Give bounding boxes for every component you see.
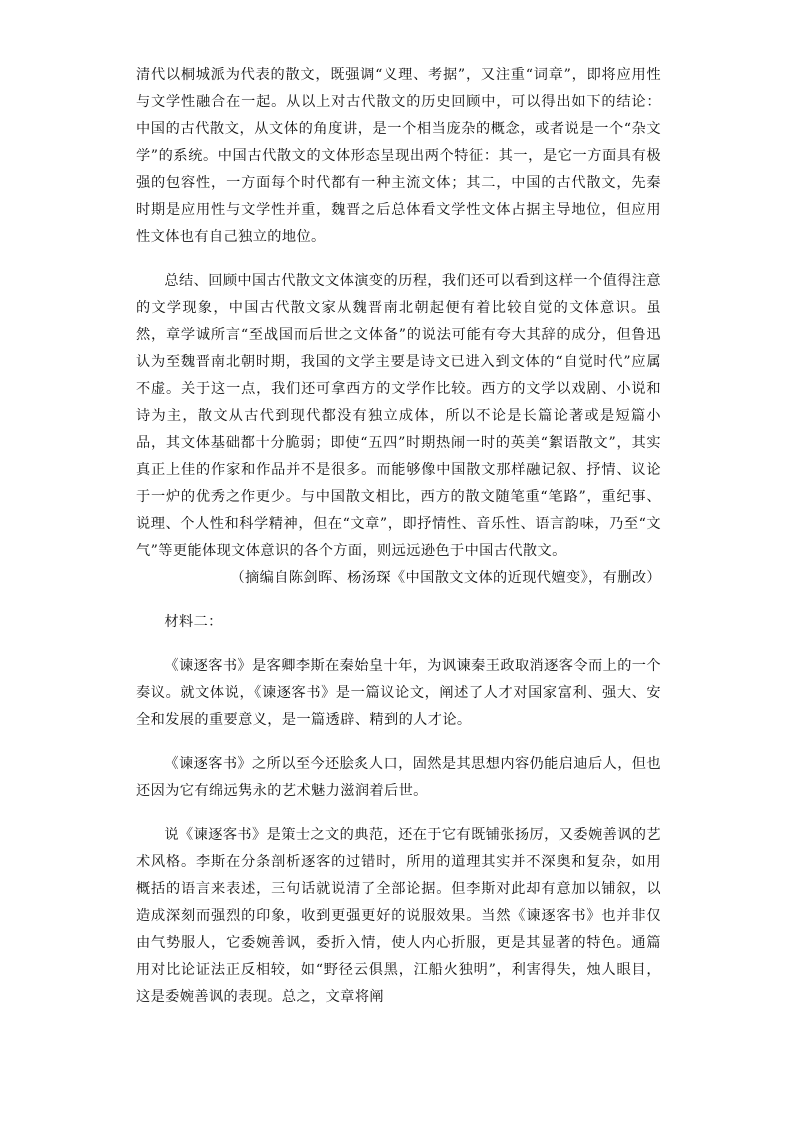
paragraph-1: 清代以桐城派为代表的散文，既强调“义理、考据”，又注重“词章”，即将应用性与文学性融合在一起。从以上对古代散文的历史回顾中，可以得出如下的结论：中国的古代散文，从文体的角度讲，是一个相当庞杂的概念，或者说是一个“杂文学”的系统。中国古代散文的文体形态呈现出两个特征：其一，是它一方面具有极强的包容性，一方面每个时代都有一种主流文体；其二，中国的古代散文，先秦时期是应用性与文学性并重，魏晋之后总体看文学性文体占据主导地位，但应用性文体也有自己独立的地位。: [136, 67, 661, 245]
paragraph-2: 总结、回顾中国古代散文文体演变的历程，我们还可以看到这样一个值得注意的文学现象，中国古代散文家从魏晋南北朝起便有着比较自觉的文体意识。虽然，章学诚所言“至战国而后世之文体备”的说法可能有夸大其辞的成分，但鲁迅认为至魏晋南北朝时期，我国的文学主要是诗文已进入到文体的“自觉时代”应属不虚。关于这一点，我们还可拿西方的文学作比较。西方的文学以戏剧、小说和诗为主，散文从古代到现代都没有独立成体，所以不论是长篇论著或是短篇小品，其文体基础都十分脆弱；即使“五四”时期热闹一时的英美“絮语散文”，其实真正上佳的作家和作品并不是很多。而能够像中国散文那样融记叙、抒情、议论于一炉的优秀之作更少。与中国散文相比，西方的散文随笔重“笔路”，重纪事、说理、个人性和科学精神，但在“文章”，即抒情性、音乐性、语言韵味，乃至“文气”等更能体现文体意识的各个方面，则远远逊色于中国古代散文。: [136, 273, 661, 559]
paragraph-4: 《谏逐客书》之所以至今还脍炙人口，固然是其思想内容仍能启迪后人，但也还因为它有绵远隽永的艺术魅力滋润着后世。: [136, 756, 661, 799]
source-citation: （摘编自陈剑晖、杨汤琛《中国散文文体的近现代嬗变》，有删改）: [230, 570, 661, 586]
paragraph-5: 说《谏逐客书》是策士之文的典范，还在于它有既铺张扬厉，又委婉善讽的艺术风格。李斯在分条剖析逐客的过错时，所用的道理其实并不深奥和复杂，如用概括的语言来表述，三句话就说清了全部论据。但李斯对此却有意加以铺叙，以造成深刻而强烈的印象，收到更强更好的说服效果。当然《谏逐客书》也并非仅由气势服人，它委婉善讽，委折入情，使人内心折服，更是其显著的特色。通篇用对比论证法正反相较，如“野径云俱黑，江船火独明”，利害得失，烛人眼目，这是委婉善讽的表现。总之，文章将阐: [136, 827, 661, 1005]
paragraph-3: 《谏逐客书》是客卿李斯在秦始皇十年，为讽谏秦王政取消逐客令而上的一个奏议。就文体说，《谏逐客书》是一篇议论文，阐述了人才对国家富利、强大、安全和发展的重要意义，是一篇透辟、精到的人才论。: [136, 658, 661, 728]
document-page: [136, 62, 661, 1011]
material-two-heading: 材料二：: [164, 614, 223, 630]
